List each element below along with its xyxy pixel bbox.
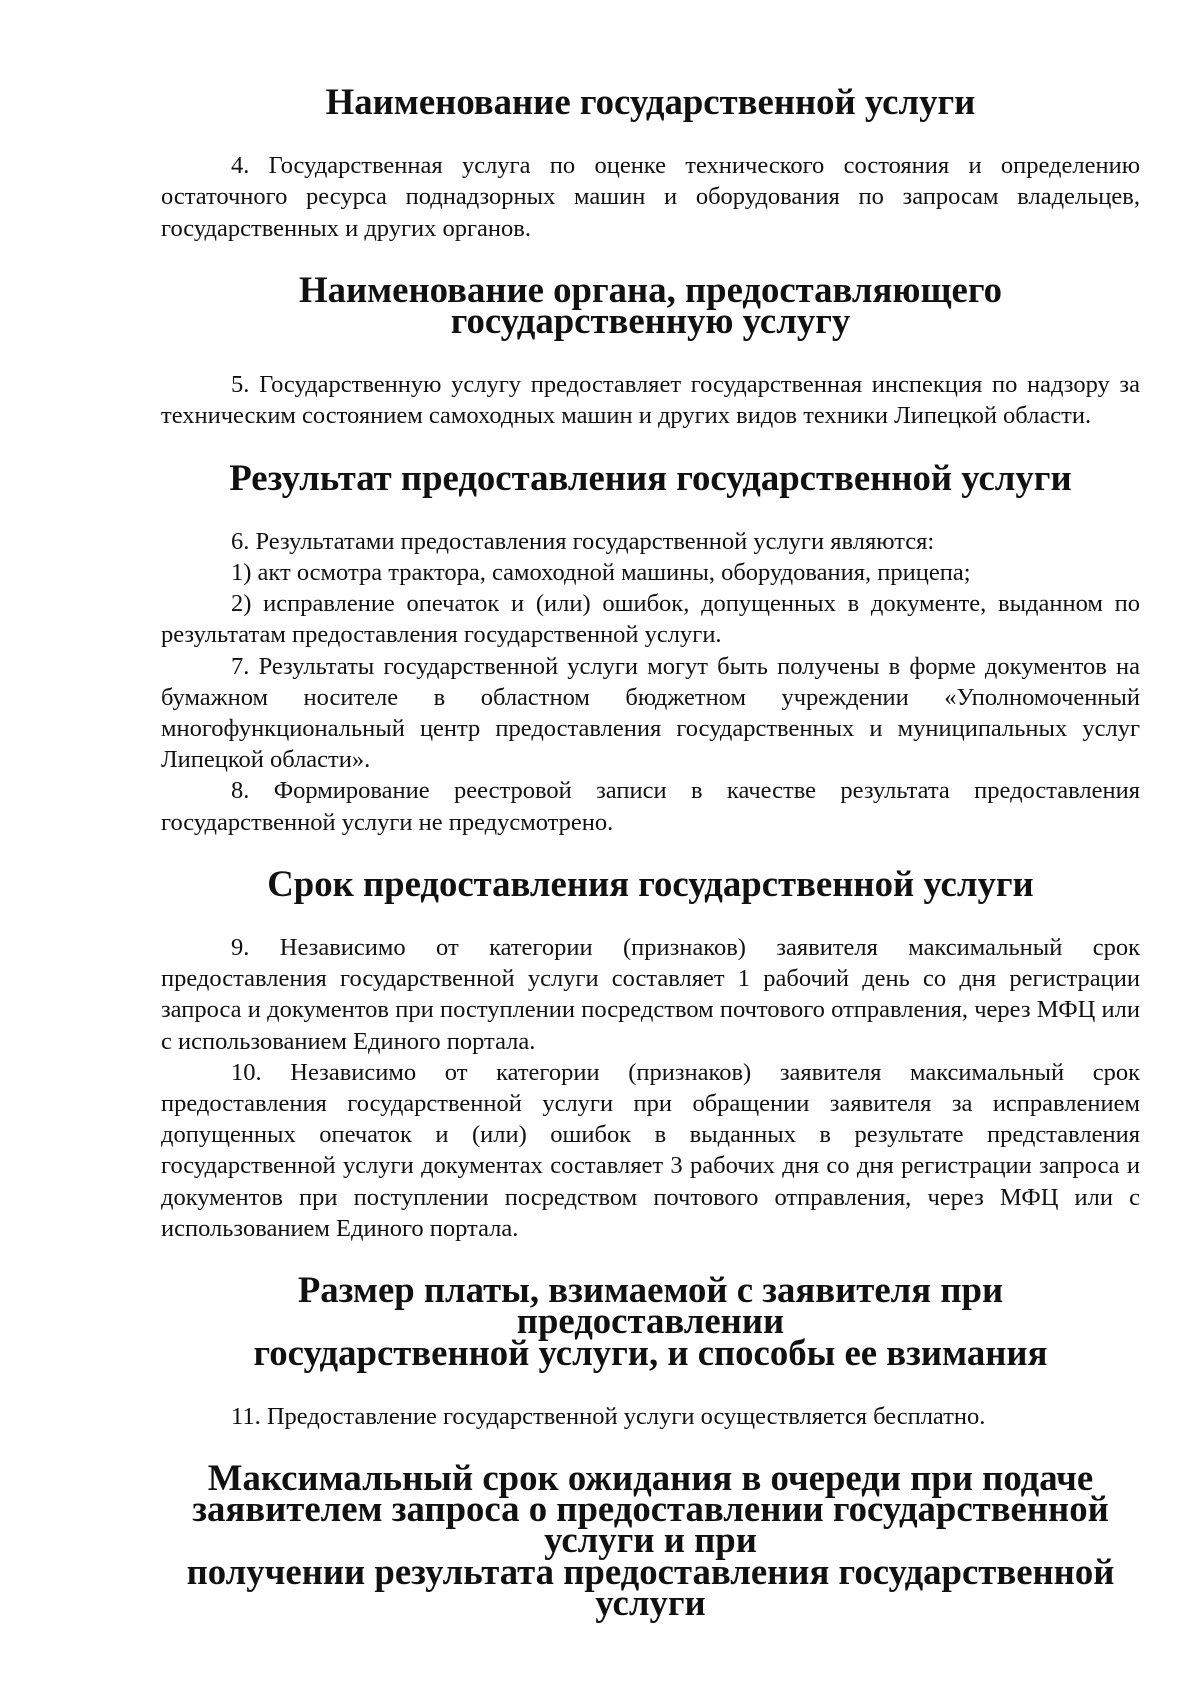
paragraph-7: 7. Результаты государственной услуги могут быть получены в форме документов на бумажном носителе в областном бюджетном учреждении «Уполномоченный многофункциональный центр предоставления государственных и муниципальных услуг Липецкой области».	[161, 652, 1140, 774]
heading-line: Срок предоставления государственной услуги	[267, 862, 1034, 904]
section-heading-fee	[161, 1269, 1140, 1373]
paragraph-10: 10. Независимо от категории (признаков) заявителя максимальный срок предоставления государственной услуги при обращении заявителя за исправлением допущенных опечаток и (или) ошибок в выданных в результате представления государственной услуги документах составляет 3 рабочих дня со дня регистрации запроса и документов при поступлении посредством почтового отправления, через МФЦ или с использованием Единого портала.	[161, 1058, 1140, 1242]
section-heading-authority	[161, 268, 1140, 342]
heading-line: Размер платы, взимаемой с заявителя при предоставлении	[297, 1269, 1004, 1342]
section-heading-service-name	[161, 81, 1140, 122]
heading-line: Результат предоставления государственной услуги	[229, 456, 1072, 498]
paragraph-5: 5. Государственную услугу предоставляет государственная инспекция по надзору за техническим состоянием самоходных машин и других видов техники Липецкой области.	[161, 371, 1140, 430]
section-heading-result	[161, 456, 1140, 498]
paragraph-4: 4. Государственная услуга по оценке технического состояния и определению остаточного ресурса поднадзорных машин и оборудования по запросам владельцев, государственных и других органов.	[161, 152, 1140, 242]
paragraph-9: 9. Независимо от категории (признаков) заявителя максимальный срок предоставления государственной услуги составляет 1 рабочий день со дня регистрации запроса и документов при поступлении посредством почтового отправления, через МФЦ или с использованием Единого портала.	[161, 934, 1140, 1055]
heading-line: Наименование органа, предоставляющего государственную услугу	[298, 268, 1002, 342]
paragraph-6-item-2: 2) исправление опечаток и (или) ошибок, допущенных в документе, выданном по результатам предоставления государственной услуги.	[161, 590, 1140, 649]
heading-line: Максимальный срок ожидания в очереди при подаче	[207, 1456, 1094, 1498]
heading-line: заявителем запроса о предоставлении государственной услуги и при	[192, 1488, 1109, 1561]
paragraph-6-item-1: 1) акт осмотра трактора, самоходной машины, оборудования, прицепа;	[231, 559, 971, 587]
heading-line: получении результата предоставления государственной услуги	[186, 1550, 1115, 1623]
heading-line: Наименование государственной услуги	[325, 81, 976, 122]
heading-line: государственной услуги, и способы ее взимания	[253, 1331, 1048, 1373]
document-body	[161, 81, 1140, 1623]
section-heading-term	[161, 862, 1140, 904]
paragraph-8: 8. Формирование реестровой записи в качестве результата предоставления государственной услуги не предусмотрено.	[161, 777, 1140, 836]
paragraph-11: 11. Предоставление государственной услуги осуществляется бесплатно.	[231, 1402, 986, 1430]
section-heading-queue	[161, 1456, 1140, 1623]
paragraph-6: 6. Результатами предоставления государственной услуги являются:	[231, 527, 935, 555]
